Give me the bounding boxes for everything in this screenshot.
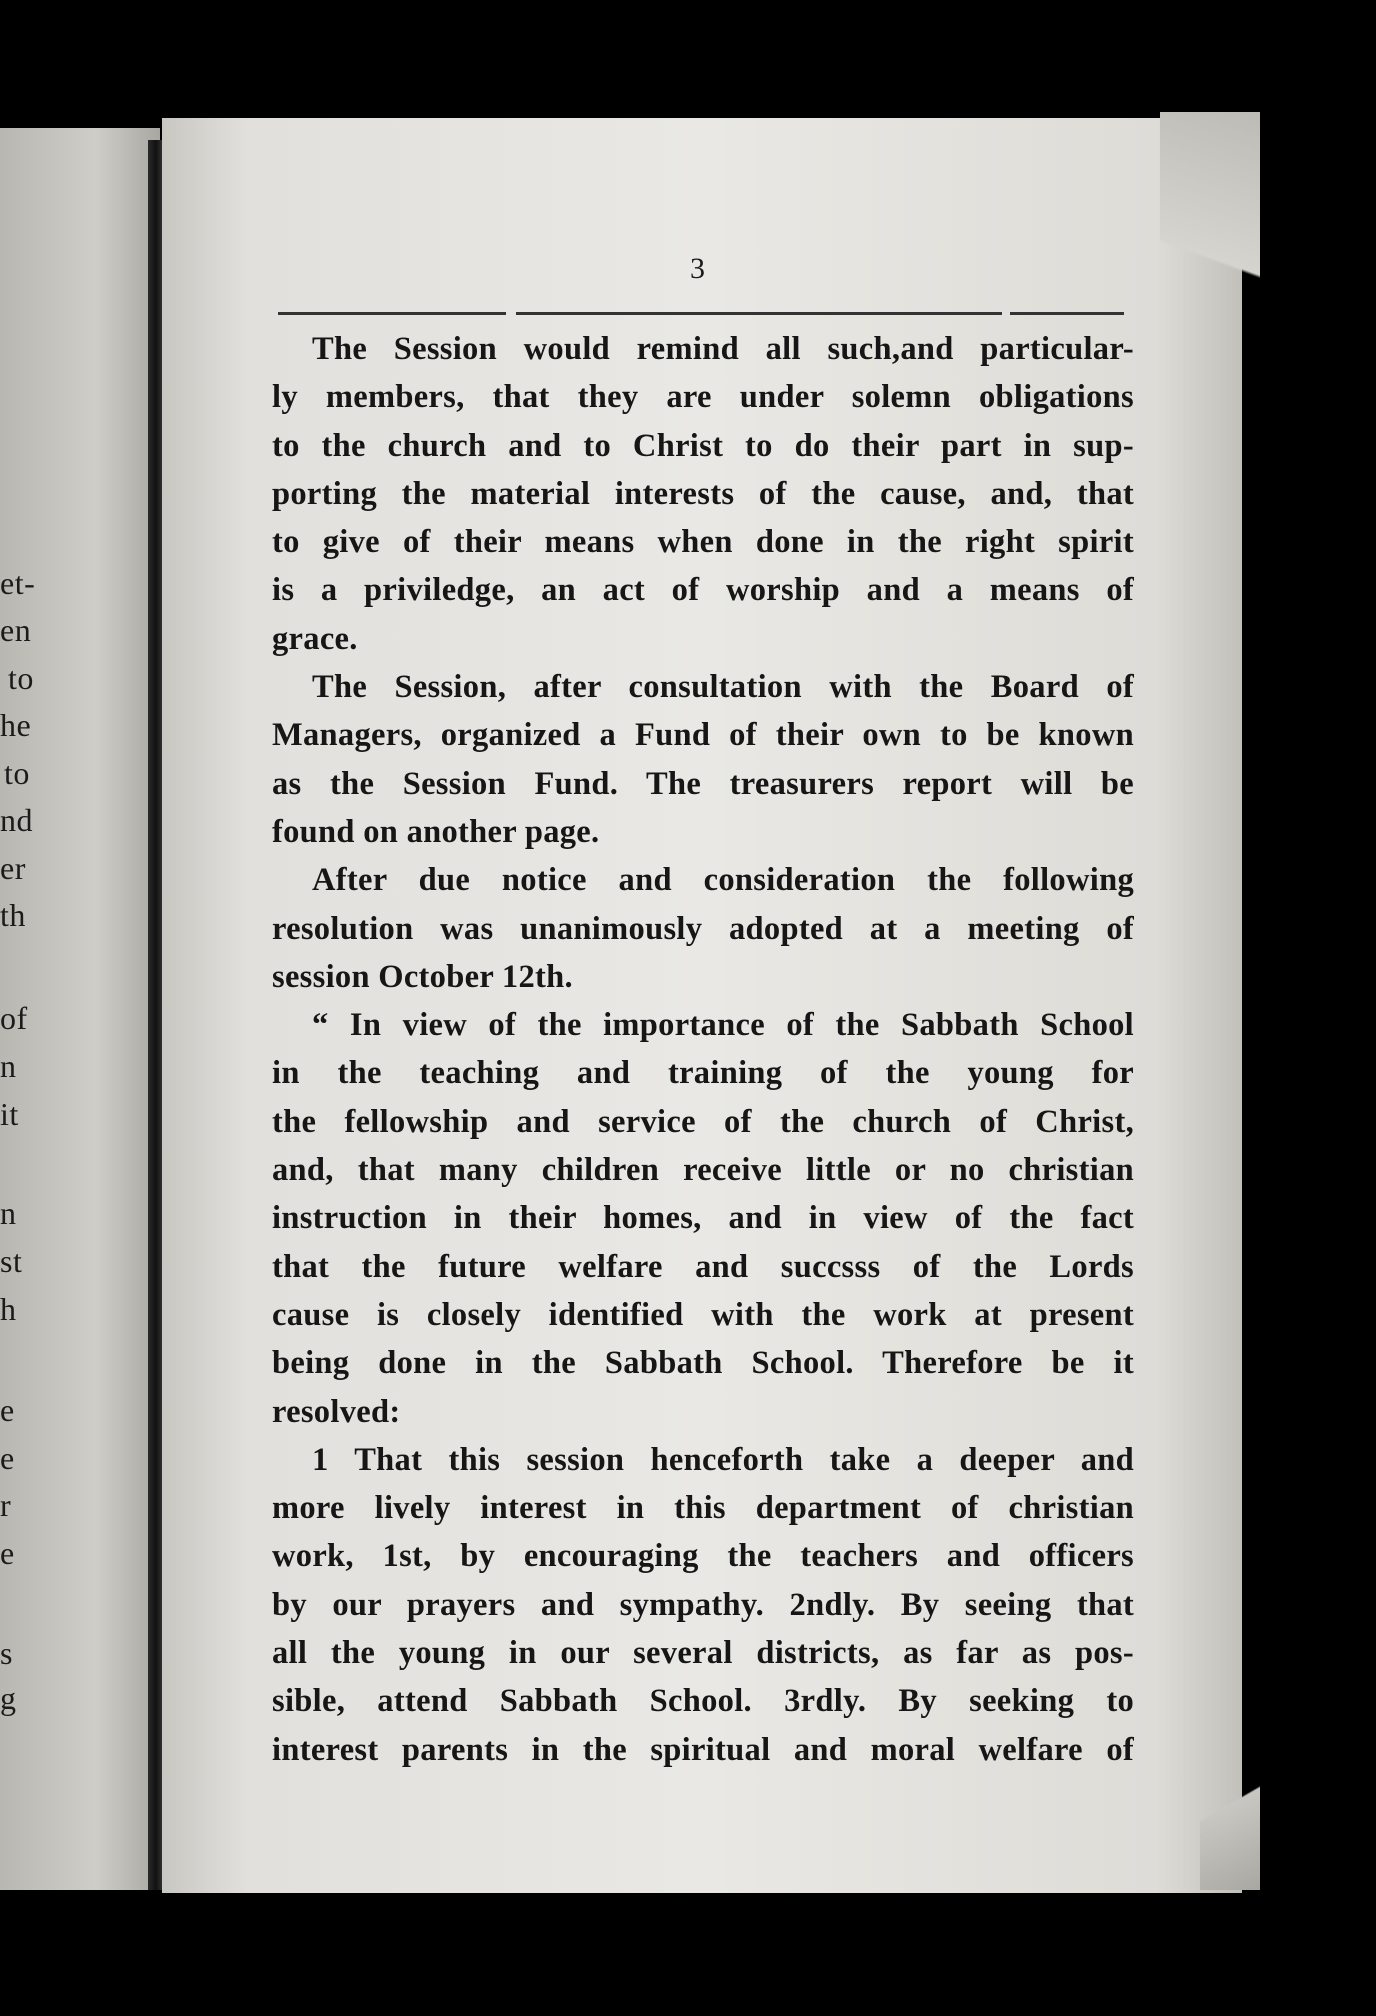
- left-fragment: he: [0, 707, 32, 743]
- text-line: porting the material interests of the cause, and, that: [272, 475, 1134, 512]
- page-fold-top: [1160, 112, 1260, 402]
- text-line: resolution was unanimously adopted at a meeting of: [272, 910, 1134, 947]
- text-line: 1 That this session henceforth take a deeper and: [312, 1441, 1134, 1478]
- left-fragment: it: [0, 1096, 19, 1132]
- text-line: ly members, that they are under solemn obligations: [272, 379, 1134, 416]
- left-fragment: e: [0, 1440, 15, 1476]
- text-line: The Session would remind all such,and particular-: [312, 331, 1134, 367]
- text-line: session October 12th.: [272, 958, 573, 995]
- header-rule: [516, 312, 1002, 315]
- text-line: more lively interest in this department of christian: [272, 1490, 1134, 1527]
- header-rule: [278, 312, 506, 315]
- text-line: grace.: [272, 620, 358, 657]
- text-line: cause is closely identified with the work at present: [272, 1296, 1134, 1333]
- left-fragment: st: [0, 1243, 23, 1279]
- text-line: to the church and to Christ to do their part in sup-: [272, 427, 1134, 464]
- left-fragment: en: [0, 612, 32, 648]
- text-line: Managers, organized a Fund of their own to be known: [272, 717, 1134, 754]
- page-number: 3: [690, 252, 705, 285]
- text-line: found on another page.: [272, 813, 600, 850]
- page-fold-bottom: [1200, 1720, 1260, 1890]
- text-line: sible, attend Sabbath School. 3rdly. By seeking to: [272, 1683, 1134, 1720]
- left-fragment: er: [0, 850, 26, 886]
- text-line: “ In view of the importance of the Sabbath School: [312, 1007, 1134, 1044]
- text-line: work, 1st, by encouraging the teachers and officers: [272, 1538, 1134, 1575]
- text-line: and, that many children receive little or no christian: [272, 1152, 1134, 1189]
- header-rule: [1010, 312, 1124, 315]
- left-fragment: to: [4, 755, 30, 791]
- left-fragment: s: [0, 1635, 13, 1671]
- text-line: by our prayers and sympathy. 2ndly. By seeing that: [272, 1586, 1134, 1623]
- text-line: to give of their means when done in the right spirit: [272, 524, 1134, 561]
- left-fragment: e: [0, 1535, 15, 1571]
- left-fragment: et-: [0, 565, 36, 601]
- text-line: all the young in our several districts, as far as pos-: [272, 1635, 1134, 1672]
- text-line: the fellowship and service of the church of Christ,: [272, 1103, 1134, 1140]
- text-line: resolved:: [272, 1393, 401, 1430]
- text-line: in the teaching and training of the young for: [272, 1055, 1134, 1092]
- left-fragment: n: [0, 1048, 17, 1084]
- body-text: [272, 325, 1134, 1774]
- text-line: being done in the Sabbath School. Therefore be it: [272, 1345, 1134, 1382]
- text-line: is a priviledge, an act of worship and a means of: [272, 572, 1134, 609]
- text-line: interest parents in the spiritual and moral welfare of: [272, 1731, 1134, 1768]
- left-fragment: h: [0, 1291, 17, 1327]
- text-line: The Session, after consultation with the Board of: [312, 669, 1134, 706]
- left-fragment: th: [0, 897, 26, 933]
- left-fragment: e: [0, 1392, 15, 1428]
- left-fragment: nd: [0, 802, 33, 838]
- text-line: After due notice and consideration the following: [312, 862, 1134, 899]
- text-line: that the future welfare and succsss of the Lords: [272, 1248, 1134, 1285]
- text-line: as the Session Fund. The treasurers report will be: [272, 765, 1134, 802]
- left-fragment: r: [0, 1487, 12, 1523]
- left-fragment: to: [8, 660, 34, 696]
- left-fragment: g: [0, 1680, 17, 1716]
- left-fragment: of: [0, 1000, 28, 1036]
- left-fragment: n: [0, 1195, 17, 1231]
- text-line: instruction in their homes, and in view of the fact: [272, 1200, 1134, 1237]
